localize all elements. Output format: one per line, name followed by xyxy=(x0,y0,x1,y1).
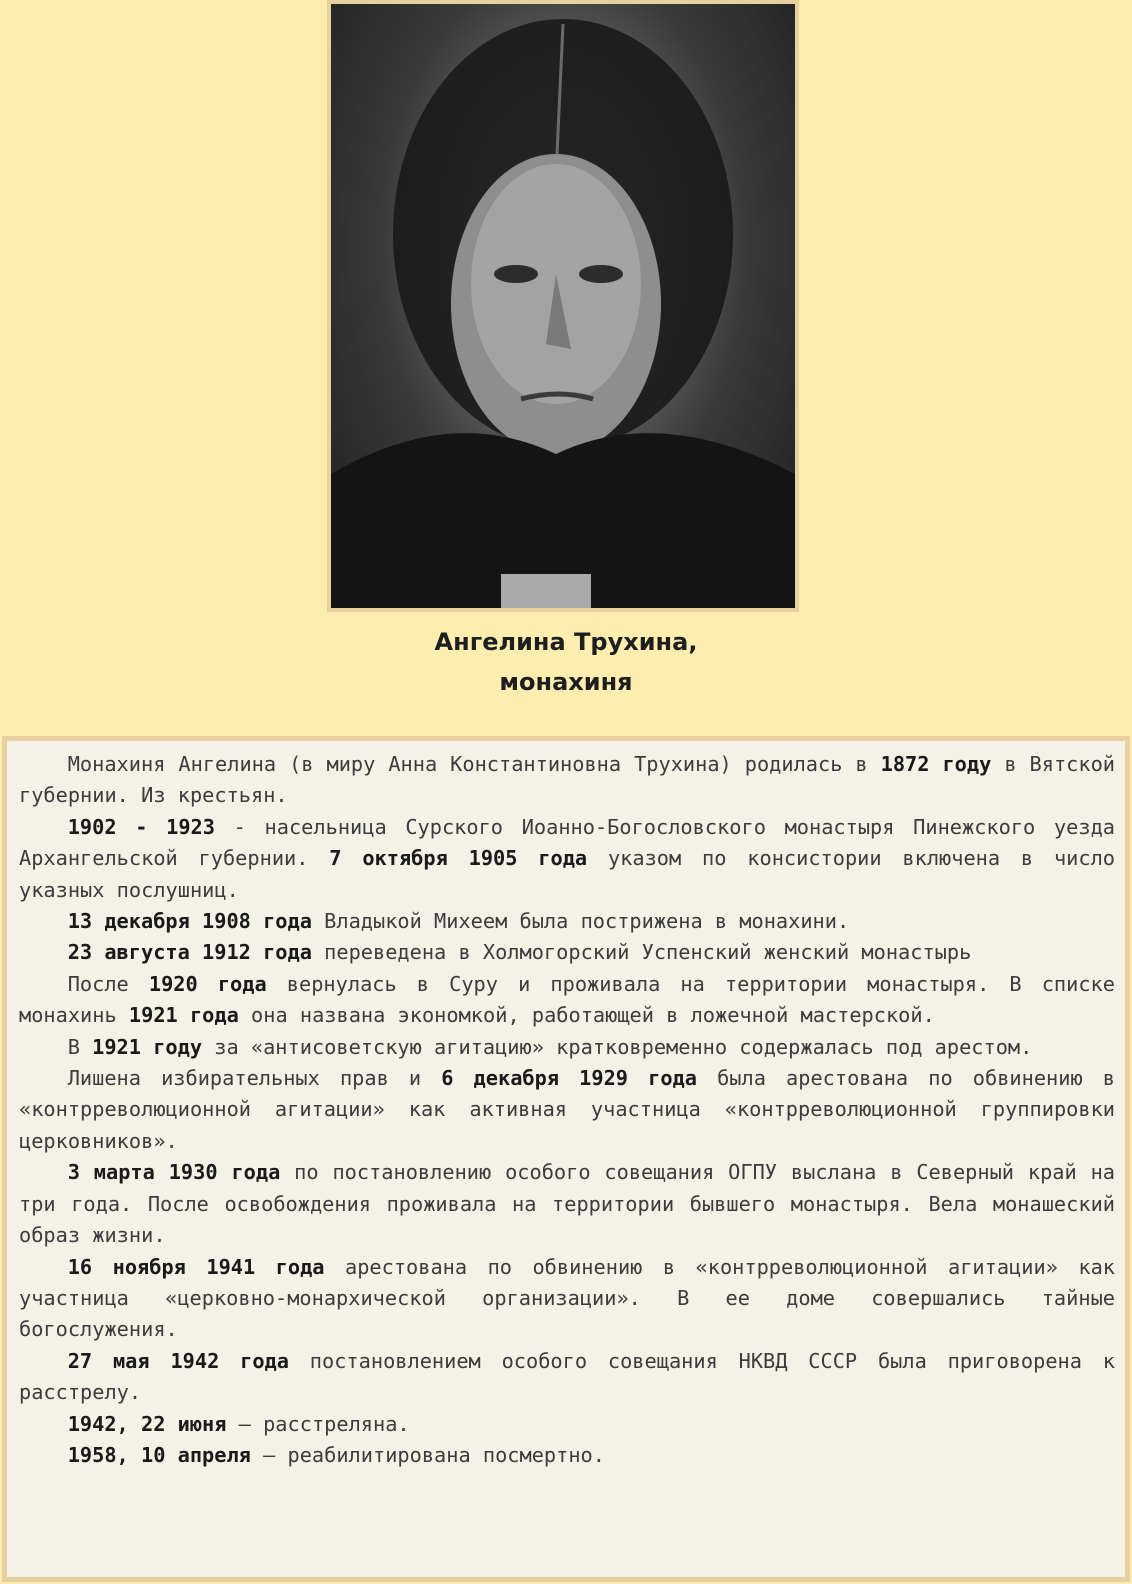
bio-text: постановлением особого совещания НКВД СССР была приговорена к расстрелу. xyxy=(19,1348,1115,1405)
bio-text: арестована по обвинению в «контрреволюционной агитации» как участница «церковно-монархической организации». В ее доме совершались тайные богослужения. xyxy=(19,1254,1115,1342)
bio-text: она названа экономкой, работающей в ложечной мастерской. xyxy=(238,1003,935,1028)
bio-date: 23 августа 1912 года xyxy=(67,940,312,965)
bio-paragraph-birth xyxy=(19,749,1115,812)
bio-text: – реабилитирована посмертно. xyxy=(250,1442,605,1467)
bio-text: была арестована по обвинению в «контрреволюционной агитации» как активная участница «контрреволюционной группировки церковников». xyxy=(19,1066,1115,1153)
bio-paragraph-1929 xyxy=(19,1063,1115,1157)
bio-text: указом по консистории включена в число указных послушниц. xyxy=(19,846,1115,902)
portrait-illustration xyxy=(331,4,795,608)
bio-date: 1921 года xyxy=(128,1003,239,1028)
bio-date: 1942, 22 июня xyxy=(67,1411,227,1436)
bio-paragraph-1920 xyxy=(19,969,1115,1032)
bio-paragraph-1941 xyxy=(19,1252,1115,1346)
bio-date: 1958, 10 апреля xyxy=(67,1442,251,1467)
caption-name: Ангелина Трухина, xyxy=(434,628,698,656)
bio-text: После xyxy=(67,971,149,996)
bio-text: по постановлению особого совещания ОГПУ выслана в Северный край на три года. После освобождения проживала на территории бывшего монастыря. Вела монашеский образ жизни. xyxy=(19,1160,1116,1248)
biography-box xyxy=(2,736,1130,1582)
bio-paragraph-1930 xyxy=(19,1157,1115,1251)
bio-paragraph-1942-execution xyxy=(19,1409,1115,1440)
bio-date: 13 декабря 1908 года xyxy=(67,909,312,934)
bio-text: – расстреляна. xyxy=(226,1411,410,1436)
bio-text: Монахиня Ангелина (в миру Анна Константиновна Трухина) родилась в xyxy=(67,752,881,776)
bio-text: Лишена избирательных прав и xyxy=(67,1066,442,1091)
bio-paragraph-1942-sentence xyxy=(19,1346,1115,1409)
bio-date: 7 октября 1905 года xyxy=(329,846,588,871)
bio-date: 1920 года xyxy=(148,971,267,996)
portrait-caption xyxy=(0,622,1132,702)
bio-text: - насельница Сурского Иоанно-Богословского монастыря Пинежского уезда Архангельской губернии. xyxy=(19,814,1115,871)
bio-text: в Вятской губернии. Из крестьян. xyxy=(19,752,1115,808)
bio-paragraph-1912 xyxy=(19,937,1115,968)
bio-date: 27 мая 1942 года xyxy=(67,1348,289,1373)
bio-date: 1872 году xyxy=(880,752,992,776)
bio-date: 3 марта 1930 года xyxy=(67,1160,281,1185)
bio-date: 6 декабря 1929 года xyxy=(441,1066,697,1091)
bio-paragraph-1902 xyxy=(19,812,1115,906)
bio-date: 1921 году xyxy=(92,1034,203,1059)
bio-text: за «антисоветскую агитацию» кратковременно содержалась под арестом. xyxy=(202,1034,1033,1059)
portrait-frame xyxy=(327,0,799,612)
bio-text: Владыкой Михеем была пострижена в монахини. xyxy=(311,909,850,934)
bio-text: В xyxy=(67,1034,93,1059)
bio-text: переведена в Холмогорский Успенский женский монастырь xyxy=(311,940,972,965)
bio-date: 1902 - 1923 xyxy=(67,814,215,839)
caption-title: монахиня xyxy=(499,668,633,696)
bio-paragraph-1908 xyxy=(19,906,1115,937)
bio-paragraph-1958 xyxy=(19,1440,1115,1471)
portrait-photo xyxy=(331,4,795,608)
bio-date: 16 ноября 1941 года xyxy=(67,1254,325,1279)
bio-paragraph-1921 xyxy=(19,1032,1115,1063)
bio-text: вернулась в Суру и проживала на территории монастыря. В списке монахинь xyxy=(19,971,1115,1028)
